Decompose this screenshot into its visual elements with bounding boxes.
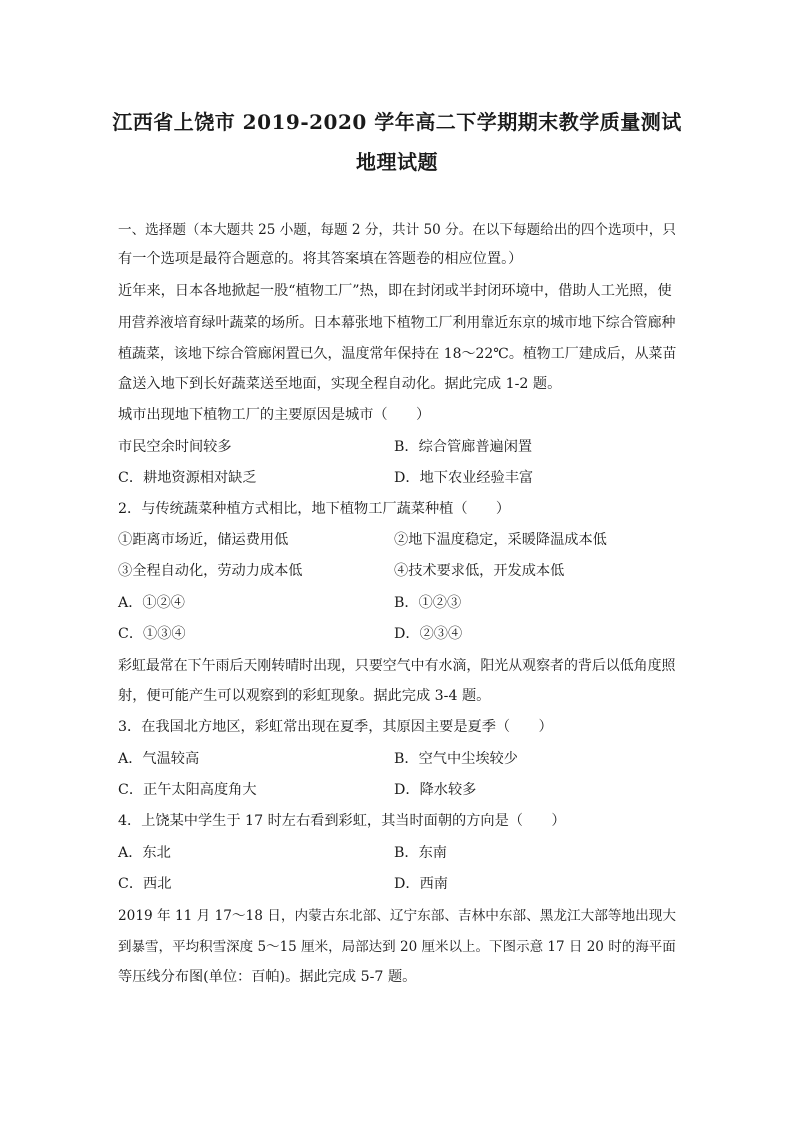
question-4-option-c: C．西北 [118,876,172,892]
exam-title: 江西省上饶市 2019-2020 学年高二下学期期末教学质量测试 [112,110,682,134]
question-1-option-c: C．耕地资源相对缺乏 [118,470,257,486]
question-2-statement-3: ③全程自动化，劳动力成本低 [118,563,303,579]
question-2-statement-1: ①距离市场近，储运费用低 [118,532,289,548]
passage-1-line-1: 近年来，日本各地掀起一股“植物工厂”热，即在封闭或半封闭环境中，借助人工光照，使 [118,283,672,299]
passage-1-line-4: 盒送入地下到长好蔬菜送至地面，实现全程自动化。据此完成 1-2 题。 [118,376,562,392]
question-3-option-c: C．正午太阳高度角大 [118,782,257,798]
passage-3-line-2: 到暴雪，平均积雪深度 5～15 厘米，局部达到 20 厘米以上。下图示意 17 日 20 时的海平面 [118,939,676,955]
question-4-option-d: D．西南 [394,876,448,892]
passage-1-line-2: 用营养液培育绿叶蔬菜的场所。日本幕张地下植物工厂利用靠近东京的城市地下综合管廊种 [118,315,676,331]
question-4-option-b: B．东南 [394,845,447,861]
passage-2-line-1: 彩虹最常在下午雨后天刚转晴时出现，只要空气中有水滴，阳光从观察者的背后以低角度照 [118,658,676,674]
question-2-stem: 2．与传统蔬菜种植方式相比，地下植物工厂蔬菜种植（ ） [118,501,511,517]
question-2-option-b: B．①②③ [394,595,462,611]
question-1-option-d: D．地下农业经验丰富 [394,470,534,486]
question-1-stem: 城市出现地下植物工厂的主要原因是城市（ ） [118,407,431,423]
passage-3-line-3: 等压线分布图(单位：百帕)。据此完成 5-7 题。 [118,969,417,985]
question-2-statement-2: ②地下温度稳定，采暖降温成本低 [394,532,607,548]
question-3-option-d: D．降水较多 [394,782,477,798]
question-4-stem: 4．上饶某中学生于 17 时左右看到彩虹，其当时面朝的方向是（ ） [118,813,566,829]
passage-2-line-2: 射，便可能产生可以观察到的彩虹现象。据此完成 3-4 题。 [118,688,491,704]
question-3-option-a: A．气温较高 [118,751,200,767]
passage-3-line-1: 2019 年 11 月 17～18 日，内蒙古东北部、辽宁东部、吉林中东部、黑龙江大部等地出现大 [118,908,676,924]
question-3-stem: 3．在我国北方地区，彩虹常出现在夏季，其原因主要是夏季（ ） [118,719,553,735]
question-3-option-b: B．空气中尘埃较少 [394,751,518,767]
section-instructions-line-1: 一、选择题（本大题共 25 小题，每题 2 分，共计 50 分。在以下每题给出的四个选项中，只 [118,222,676,238]
question-1-option-a: 市民空余时间较多 [118,439,232,455]
exam-subtitle: 地理试题 [356,150,438,174]
question-2-option-a: A．①②④ [118,595,185,611]
section-instructions-line-2: 有一个选项是最符合题意的。将其答案填在答题卷的相应位置。） [118,251,523,267]
question-1-option-b: B．综合管廊普遍闲置 [394,439,533,455]
question-2-option-d: D．②③④ [394,626,463,642]
question-2-statement-4: ④技术要求低，开发成本低 [394,563,565,579]
question-4-option-a: A．东北 [118,845,171,861]
question-2-option-c: C．①③④ [118,626,186,642]
passage-1-line-3: 植蔬菜，该地下综合管廊闲置已久，温度常年保持在 18～22℃。植物工厂建成后，从菜苗 [118,346,677,362]
